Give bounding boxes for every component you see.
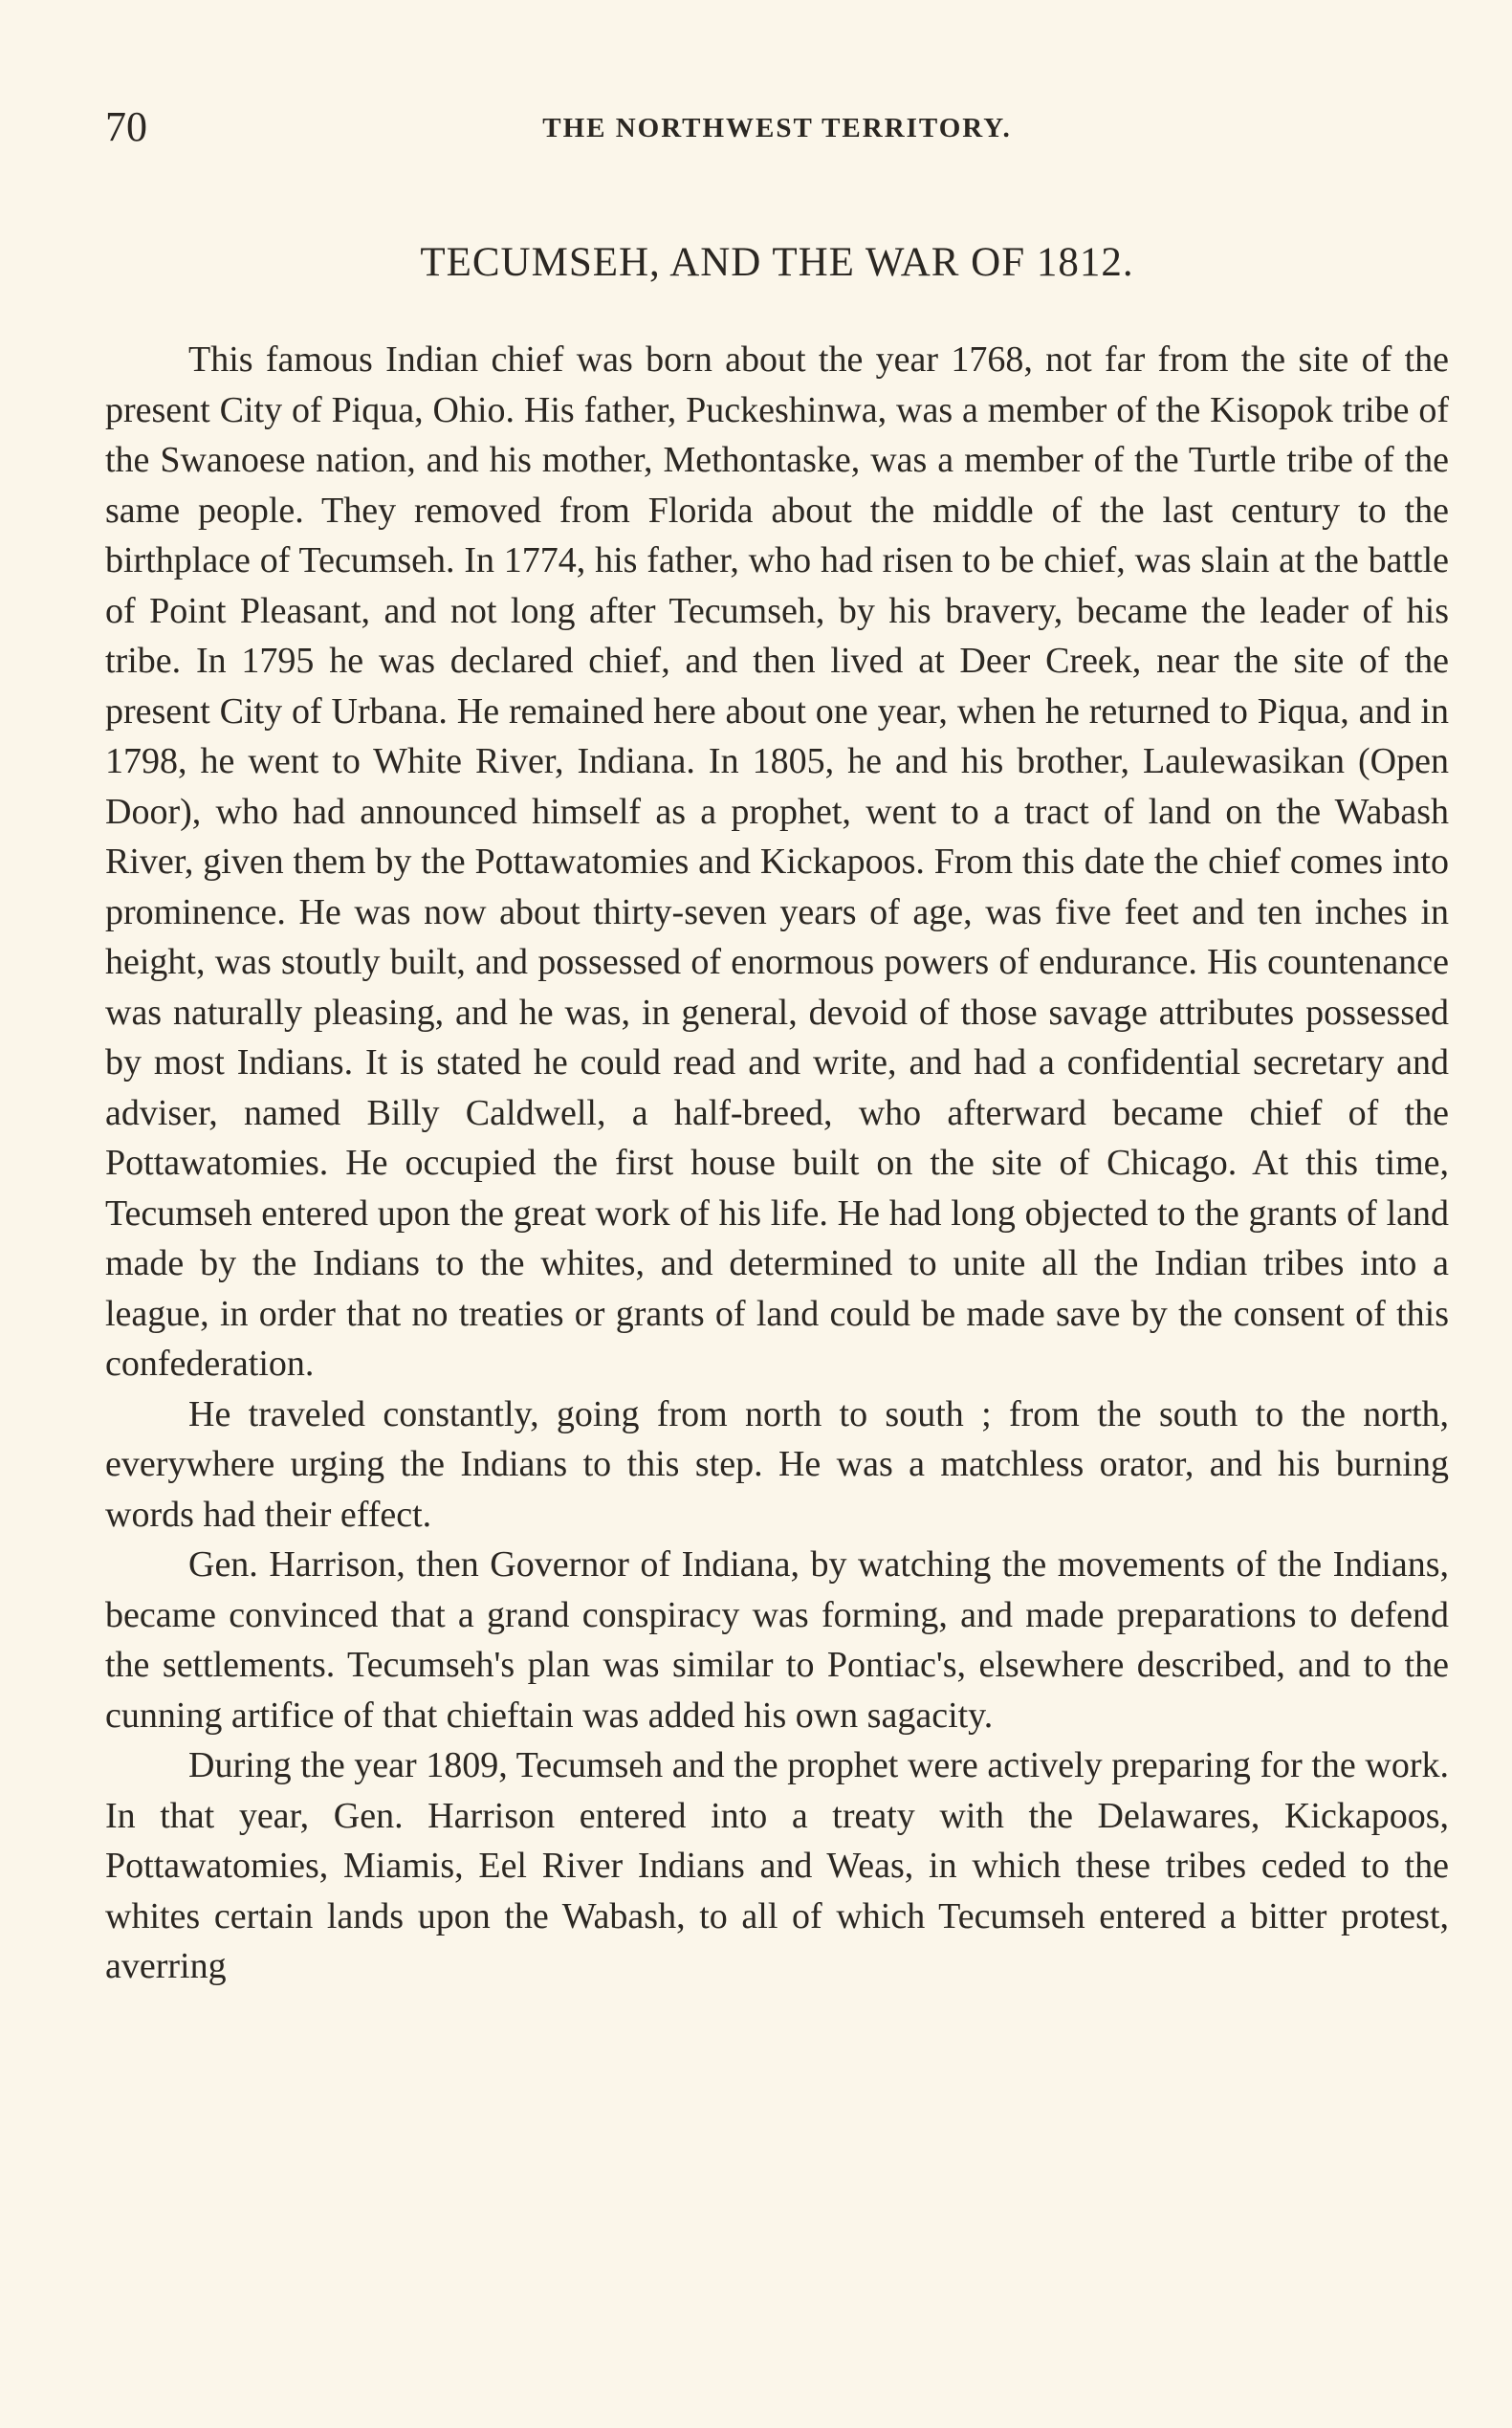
paragraph: Gen. Harrison, then Governor of Indiana, by watching the movements of the Indians, became convinced that a grand conspiracy was forming, and made preparations to defend the settlements. Tecumseh's plan was similar to Pontiac's, elsewhere described, and to the cunning artifice of that chieftain was added his own sagacity. — [105, 1544, 1449, 1736]
page-number: 70 — [105, 103, 147, 150]
body-text — [105, 335, 1449, 1992]
running-head — [105, 103, 1449, 151]
paragraph: During the year 1809, Tecumseh and the prophet were actively preparing for the work. In that year, Gen. Harrison entered into a treaty with the Delawares, Kickapoos, Pottawatomies, Miamis, Eel River Indians and Weas, in which these tribes ceded to the whites certain lands upon the Wabash, to all of which Tecumseh entered a bitter protest, averring — [105, 1745, 1449, 1986]
running-title: THE NORTHWEST TERRITORY. — [542, 113, 1012, 143]
paragraph: He traveled constantly, going from north to south ; from the south to the north, everywhere urging the Indians to this step. He was a matchless orator, and his burning words had their effect. — [105, 1393, 1449, 1535]
paragraph: This famous Indian chief was born about the year 1768, not far from the site of the present City of Piqua, Ohio. His father, Puckeshinwa, was a member of the Kisopok tribe of the Swanoese nation, and his mother, Methontaske, was a member of the Turtle tribe of the same people. They removed from Florida about the middle of the last century to the birthplace of Tecumseh. In 1774, his father, who had risen to be chief, was slain at the battle of Point Pleasant, and not long after Tecumseh, by his bravery, became the leader of his tribe. In 1795 he was declared chief, and then lived at Deer Creek, near the site of the present City of Urbana. He remained here about one year, when he returned to Piqua, and in 1798, he went to White River, Indiana. In 1805, he and his brother, Laulewasikan (Open Door), who had announced himself as a prophet, went to a tract of land on the Wabash River, given them by the Pottawatomies and Kickapoos. From this date the chief comes into prominence. He was now about thirty-seven years of age, was five feet and ten inches in height, was stoutly built, and possessed of enormous powers of endurance. His countenance was naturally pleasing, and he was, in general, devoid of those savage attributes possessed by most Indians. It is stated he could read and write, and had a confidential secretary and adviser, named Billy Caldwell, a half-breed, who afterward became chief of the Pottawatomies. He occupied the first house built on the site of Chicago. At this time, Tecumseh entered upon the great work of his life. He had long objected to the grants of land made by the Indians to the whites, and determined to unite all the Indian tribes into a league, in order that no treaties or grants of land could be made save by the consent of this confederation. — [105, 339, 1449, 1384]
chapter-title: TECUMSEH, AND THE WAR OF 1812. — [420, 240, 1134, 285]
